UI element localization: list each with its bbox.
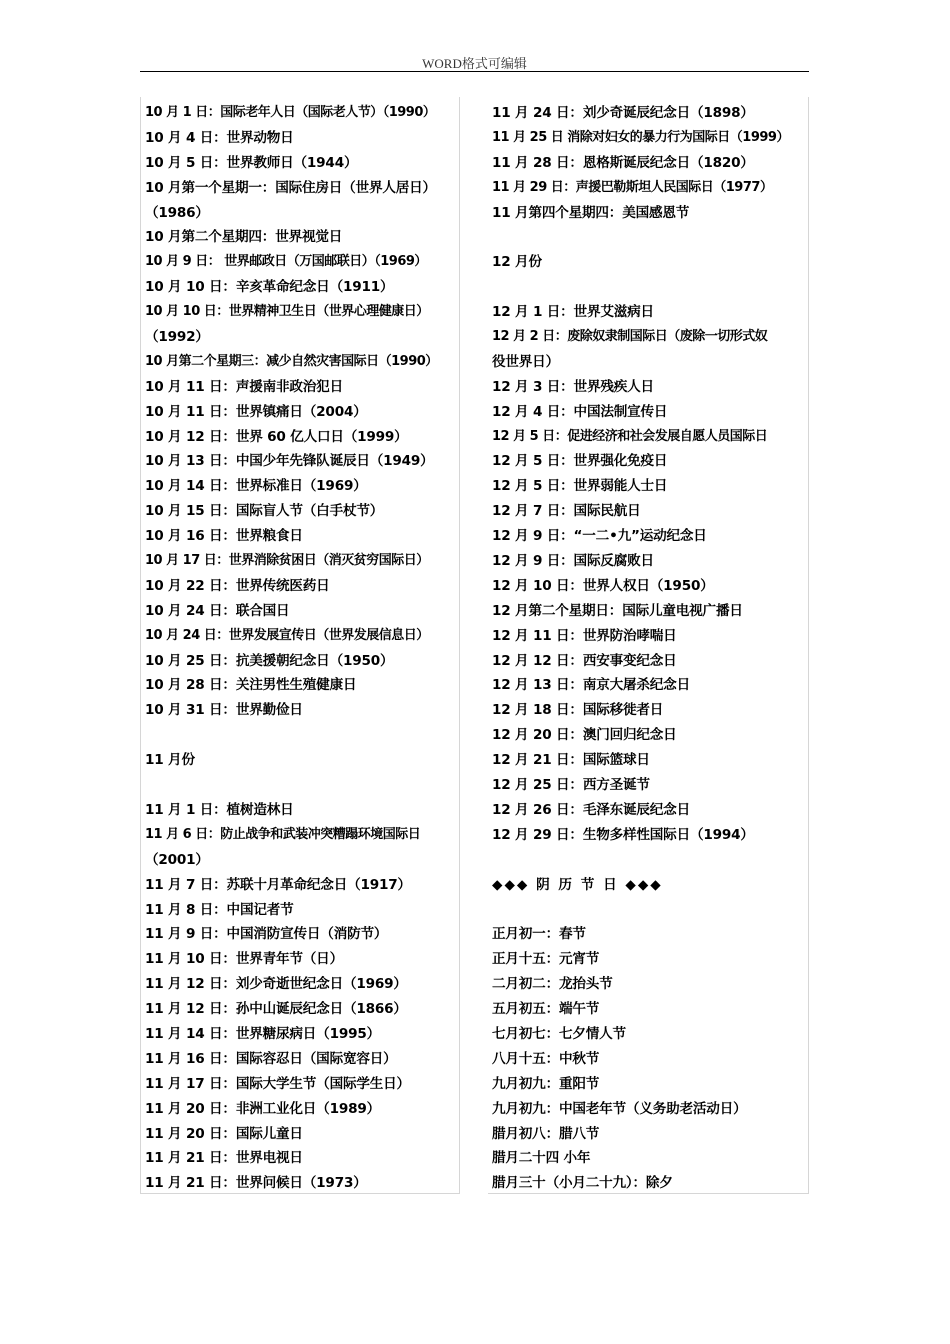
list-item: 10 月 31 日：世界勤俭日 [145, 702, 303, 719]
list-item: 10 月 17 日：世界消除贫困日（消灭贫穷国际日） [145, 553, 429, 569]
list-item: 役世界日） [492, 353, 559, 370]
list-item: 10 月 4 日：世界动物日 [145, 129, 294, 146]
list-item: 11 月 14 日：世界糖尿病日（1995） [145, 1025, 380, 1042]
list-item: 12 月 21 日：国际篮球日 [492, 752, 650, 769]
list-item: 12 月 13 日：南京大屠杀纪念日 [492, 677, 690, 694]
section-heading-lunar-festivals: ◆◆◆ 阴 历 节 日 ◆◆◆ [492, 876, 663, 893]
list-item: 12 月 2 日：废除奴隶制国际日（废除一切形式奴 [492, 329, 768, 345]
list-item: 12 月 11 日：世界防治哮喘日 [492, 627, 677, 644]
list-item: （1986） [145, 204, 209, 221]
list-item: 12 月 4 日：中国法制宣传日 [492, 403, 668, 420]
list-item: 11 月 7 日：苏联十月革命纪念日（1917） [145, 876, 411, 893]
list-item: 12 月 9 日：国际反腐败日 [492, 553, 654, 570]
list-item: 10 月 1 日：国际老年人日（国际老人节）（1990） [145, 105, 436, 120]
list-item: 11 月 28 日：恩格斯诞辰纪念日（1820） [492, 154, 754, 171]
section-heading-december: 12 月份 [492, 254, 542, 271]
list-item: 腊月初八：腊八节 [492, 1125, 600, 1142]
list-item: 12 月 1 日：世界艾滋病日 [492, 304, 654, 321]
list-item: 腊月二十四 小年 [492, 1150, 591, 1167]
blank-line [141, 773, 459, 798]
list-item: 11 月 20 日：国际儿童日 [145, 1125, 303, 1142]
list-item: 10 月 15 日：国际盲人节（白手杖节） [145, 503, 384, 520]
header-divider [140, 71, 809, 72]
page-header-title: WORD格式可编辑 [422, 56, 527, 71]
list-item: 10 月 11 日：声援南非政治犯日 [145, 378, 343, 395]
list-item: 12 月 5 日：促进经济和社会发展自愿人员国际日 [492, 428, 768, 444]
list-item: 11 月 21 日：世界电视日 [145, 1150, 303, 1167]
list-item: 11 月 6 日：防止战争和武装冲突糟蹋环境国际日 [145, 826, 421, 842]
list-item: （2001） [145, 851, 209, 868]
list-item: 12 月 3 日：世界残疾人日 [492, 378, 654, 395]
list-item: 10 月 10 日：辛亥革命纪念日（1911） [145, 279, 394, 296]
list-item: 12 月 26 日：毛泽东诞辰纪念日 [492, 801, 690, 818]
list-item: 10 月 10 日：世界精神卫生日（世界心理健康日） [145, 304, 429, 320]
list-item: 11 月 10 日：世界青年节（日） [145, 951, 343, 968]
list-item: 11 月 16 日：国际容忍日（国际宽容日） [145, 1050, 397, 1067]
blank-line [488, 275, 808, 300]
list-item: 10 月 9 日： 世界邮政日（万国邮联日）（1969） [145, 254, 427, 270]
list-item: 10 月 12 日：世界 60 亿人口日（1999） [145, 428, 408, 445]
list-item: 10 月 24 日：世界发展宣传日（世界发展信息日） [145, 627, 429, 643]
section-heading-november: 11 月份 [145, 752, 195, 769]
list-item: 11 月 20 日：非洲工业化日（1989） [145, 1100, 380, 1117]
list-item: 12 月 5 日：世界强化免疫日 [492, 453, 668, 470]
list-item: 12 月 25 日：西方圣诞节 [492, 777, 650, 794]
list-item: 九月初九：中国老年节（义务助老活动日） [492, 1100, 747, 1117]
list-item: 10 月 25 日：抗美援朝纪念日（1950） [145, 652, 394, 669]
list-item: 12 月 9 日：“一二•九”运动纪念日 [492, 528, 707, 545]
list-item: 二月初二：龙抬头节 [492, 976, 613, 993]
list-item: 10 月第二个星期四：世界视觉日 [145, 229, 343, 246]
list-item: 八月十五：中秋节 [492, 1050, 600, 1067]
list-item: 11 月 8 日：中国记者节 [145, 901, 294, 918]
list-item: 10 月 13 日：中国少年先锋队诞辰日（1949） [145, 453, 434, 470]
list-item: 九月初九：重阳节 [492, 1075, 600, 1092]
list-item: 10 月 24 日：联合国日 [145, 602, 290, 619]
list-item: 10 月 14 日：世界标准日（1969） [145, 478, 367, 495]
list-item: 正月初一：春节 [492, 926, 586, 943]
blank-line [488, 225, 808, 250]
blank-line [488, 898, 808, 923]
list-item: 10 月 5 日：世界教师日（1944） [145, 154, 358, 171]
list-item: 11 月 17 日：国际大学生节（国际学生日） [145, 1075, 410, 1092]
blank-line [141, 723, 459, 748]
list-item: 11 月 12 日：孙中山诞辰纪念日（1866） [145, 1001, 407, 1018]
list-item: 10 月 28 日：关注男性生殖健康日 [145, 677, 357, 694]
blank-line [488, 848, 808, 873]
list-item: 11 月 24 日：刘少奇诞辰纪念日（1898） [492, 105, 754, 121]
list-item: 11 月 25 日 消除对妇女的暴力行为国际日（1999） [492, 129, 789, 145]
right-column [488, 97, 809, 1194]
left-column [140, 97, 460, 1194]
list-item: 10 月第一个星期一：国际住房日（世界人居日） [145, 179, 436, 196]
list-item: 正月十五：元宵节 [492, 951, 600, 968]
list-item: 12 月 29 日：生物多样性国际日（1994） [492, 826, 754, 843]
list-item: 11 月第四个星期四：美国感恩节 [492, 204, 690, 221]
list-item: 10 月第二个星期三：减少自然灾害国际日（1990） [145, 353, 438, 369]
list-item: 12 月 5 日：世界弱能人士日 [492, 478, 668, 495]
list-item: 11 月 1 日：植树造林日 [145, 801, 294, 818]
list-item: 11 月 9 日：中国消防宣传日（消防节） [145, 926, 388, 943]
list-item: 12 月 18 日：国际移徙者日 [492, 702, 664, 719]
list-item: 12 月 7 日：国际民航日 [492, 503, 641, 520]
list-item: 五月初五：端午节 [492, 1001, 600, 1018]
list-item: 10 月 11 日：世界镇痛日（2004） [145, 403, 367, 420]
list-item: 12 月第二个星期日：国际儿童电视广播日 [492, 602, 743, 619]
list-item: 10 月 16 日：世界粮食日 [145, 528, 303, 545]
list-item: 11 月 29 日：声援巴勒斯坦人民国际日（1977） [492, 179, 773, 195]
list-item: 12 月 20 日：澳门回归纪念日 [492, 727, 677, 744]
list-item: （1992） [145, 329, 209, 346]
list-item: 11 月 21 日：世界问候日（1973） [145, 1175, 367, 1192]
list-item: 七月初七：七夕情人节 [492, 1025, 626, 1042]
list-item: 10 月 22 日：世界传统医药日 [145, 577, 330, 594]
list-item: 12 月 12 日：西安事变纪念日 [492, 652, 677, 669]
list-item: 11 月 12 日：刘少奇逝世纪念日（1969） [145, 976, 407, 993]
list-item: 12 月 10 日：世界人权日（1950） [492, 577, 714, 594]
list-item: 腊月三十（小月二十九）：除夕 [492, 1175, 673, 1192]
